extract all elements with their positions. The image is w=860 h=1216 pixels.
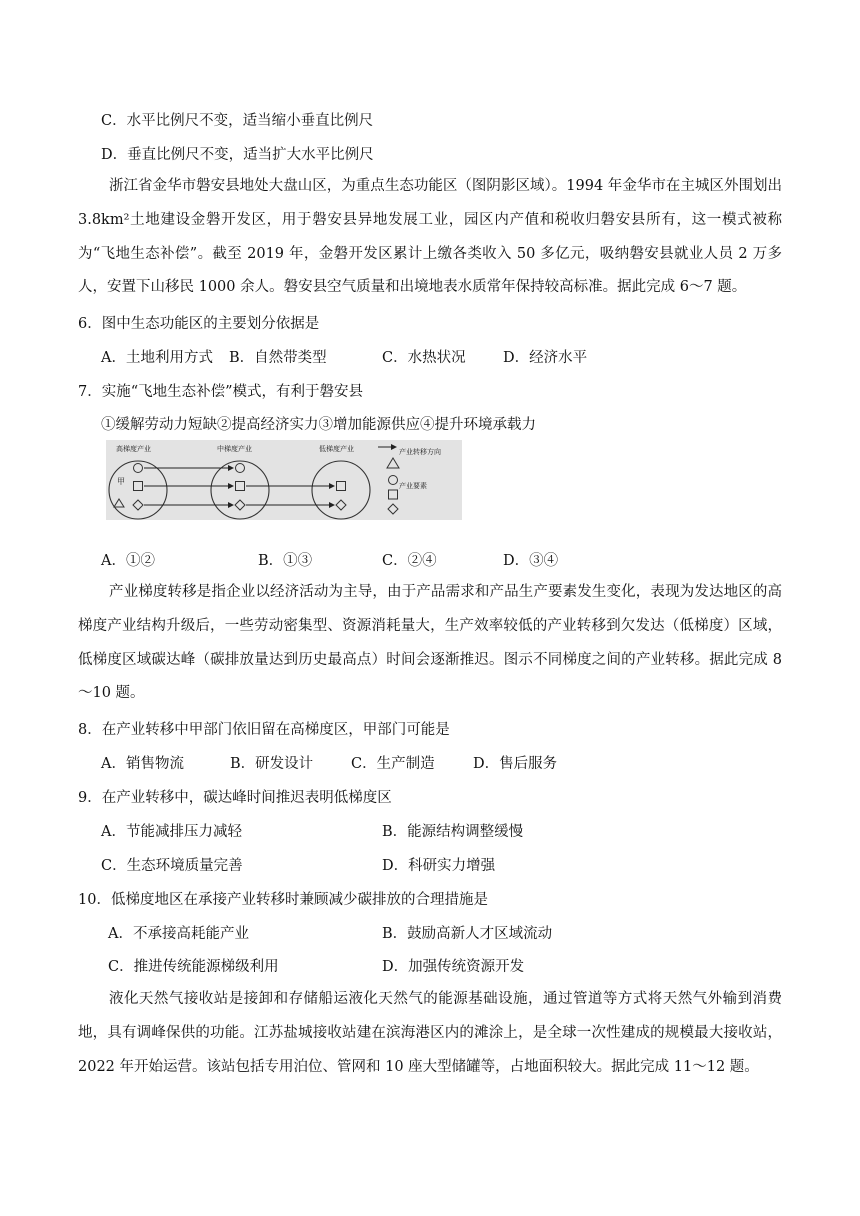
legend-elements-label: 产业要素 [399, 482, 427, 490]
q9-option-b: B．能源结构调整缓慢 [382, 824, 524, 840]
q6-option-b: B．自然带类型 [229, 350, 327, 366]
q9-option-a: A．节能减排压力减轻 [101, 824, 242, 840]
q6-option-d: D．经济水平 [503, 350, 588, 366]
q5-option-c: C．水平比例尺不变，适当缩小垂直比例尺 [101, 113, 374, 129]
q10-stem: 10．低梯度地区在承接产业转移时兼顾减少碳排放的合理措施是 [78, 892, 488, 908]
q9-option-d: D．科研实力增强 [382, 858, 496, 874]
mid-gradient-label: 中梯度产业 [217, 445, 252, 453]
passage-lng-terminal: 液化天然气接收站是接卸和存储船运液化天然气的能源基础设施，通过管道等方式将天然气外输到消费地，具有调峰保供的功能。江苏盐城接收站建在滨海港区内的滩涂上，是全球一次性建成的规模最大接收站，2022 年开始运营。该站包括专用泊位、管网和 10 座大型储罐等，占地面积较大。据此完成 11～12 题。 [78, 991, 782, 1075]
passage-gradient-transfer: 产业梯度转移是指企业以经济活动为主导，由于产品需求和产品生产要素发生变化，表现为发达地区的高梯度产业结构升级后，一些劳动密集型、资源消耗量大，生产效率较低的产业转移到欠发达（低梯度）区域，低梯度区域碳达峰（碳排放量达到历史最高点）时间会逐渐推迟。图示不同梯度之间的产业转移。据此完成 8～10 题。 [78, 584, 782, 702]
q9-stem: 9．在产业转移中，碳达峰时间推迟表明低梯度区 [78, 790, 392, 806]
q9-option-c: C．生态环境质量完善 [101, 858, 243, 874]
q7-option-b: B．①③ [258, 553, 313, 569]
q7-option-a: A．①② [101, 553, 155, 569]
low-gradient-label: 低梯度产业 [319, 445, 354, 453]
q8-option-c: C．生产制造 [351, 756, 435, 772]
q10-option-c: C．推进传统能源梯级利用 [108, 959, 279, 975]
industry-transfer-diagram [106, 440, 462, 520]
q7-option-c: C．②④ [382, 553, 437, 569]
q8-option-b: B．研发设计 [230, 756, 314, 772]
q10-option-a: A．不承接高耗能产业 [108, 926, 249, 942]
q6-stem: 6．图中生态功能区的主要划分依据是 [78, 316, 320, 332]
q10-option-b: B．鼓励高新人才区域流动 [382, 926, 553, 942]
q6-option-a: A．土地利用方式 [101, 350, 213, 366]
q6-option-c: C．水热状况 [382, 350, 466, 366]
high-gradient-label: 高梯度产业 [116, 445, 151, 453]
q10-option-d: D．加强传统资源开发 [382, 959, 525, 975]
jia-label: 甲 [117, 477, 125, 486]
passage-feidi: 浙江省金华市磐安县地处大盘山区，为重点生态功能区（图阴影区域）。1994 年金华市在主城区外围划出 3.8km²土地建设金磐开发区，用于磐安县异地发展工业，园区内产值和税收归磐安县所有，这一模式被称为“飞地生态补偿”。截至 2019 年，金磐开发区累计上缴各类收入 50 多亿元，吸纳磐安县就业人员 2 万多人，安置下山移民 1000 余人。磐安县空气质量和出境地表水质常年保持较高标准。据此完成 6～7 题。 [78, 178, 782, 296]
q8-option-a: A．销售物流 [101, 756, 184, 772]
q7-items: ①缓解劳动力短缺②提高经济实力③增加能源供应④提升环境承载力 [101, 417, 536, 433]
q7-option-d: D．③④ [503, 553, 559, 569]
q7-stem: 7．实施“飞地生态补偿”模式，有利于磐安县 [78, 384, 364, 400]
q8-stem: 8．在产业转移中甲部门依旧留在高梯度区，甲部门可能是 [78, 722, 450, 738]
q5-option-d: D．垂直比例尺不变，适当扩大水平比例尺 [101, 147, 374, 163]
legend-arrow-label: 产业转移方向 [399, 448, 441, 456]
q8-option-d: D．售后服务 [473, 756, 558, 772]
